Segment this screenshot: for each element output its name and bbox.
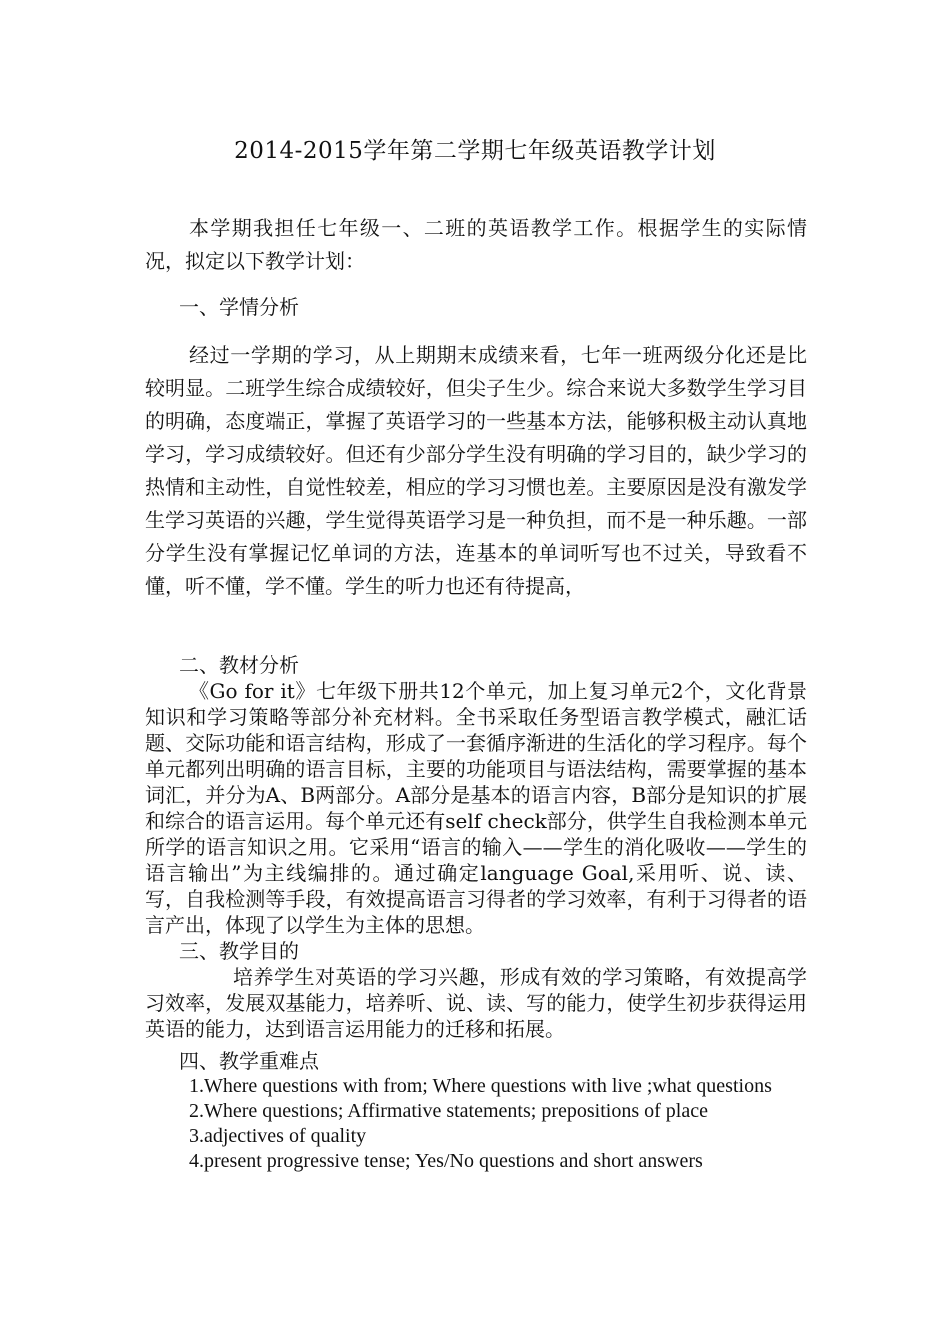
section-2 xyxy=(145,652,807,1042)
section-1-body xyxy=(145,339,807,603)
section-3-paragraph: 培养学生对英语的学习兴趣，形成有效的学习策略，有效提高学习效率，发展双基能力，培养听、说、读、写的能力，使学生初步获得运用英语的能力，达到语言运用能力的迁移和拓展。 xyxy=(145,965,807,1041)
section-3-heading: 三、教学目的 xyxy=(179,939,299,963)
section-1-paragraph: 经过一学期的学习，从上期期末成绩来看，七年一班两级分化还是比较明显。二班学生综合成绩较好，但尖子生少。综合来说大多数学生学习目的明确，态度端正，掌握了英语学习的一些基本方法，能够积极主动认真地学习，学习成绩较好。但还有少部分学生没有明确的学习目的，缺少学习的热情和主动性，自觉性较差，相应的学习习惯也差。主要原因是没有激发学生学习英语的兴趣，学生觉得英语学习是一种负担，而不是一种乐趣。一部分学生没有掌握记忆单词的方法，连基本的单词听写也不过关，导致看不懂，听不懂，学不懂。学生的听力也还有待提高， xyxy=(145,343,807,598)
intro-block xyxy=(145,212,807,278)
document-title: 2014-2015学年第二学期七年级英语教学计划 xyxy=(234,138,716,164)
section-2-paragraph: 《Go for it》七年级下册共12个单元，加上复习单元2个，文化背景知识和学习策略等部分补充材料。全书采取任务型语言教学模式，融汇话题、交际功能和语言结构，形成了一套循序渐进的生活化的学习程序。每个单元都列出明确的语言目标，主要的功能项目与语法结构，需要掌握的基本词汇，并分为A、B两部分。A部分是基本的语言内容，B部分是知识的扩展和综合的语言运用。每个单元还有self check部分，供学生自我检测本单元所学的语言知识之用。它采用“语言的输入——学生的消化吸收——学生的语言输出”为主线编排的。通过确定language Goal,采用听、说、读、写，自我检测等手段，有效提高语言习得者的学习效率，有利于习得者的语言产出，体现了以学生为主体的思想。 xyxy=(145,679,807,937)
key-point-item: 2.Where questions; Affirmative statements; prepositions of place xyxy=(189,1100,708,1122)
key-point-item: 3.adjectives of quality xyxy=(189,1125,367,1147)
section-4-heading: 四、教学重难点 xyxy=(179,1049,319,1073)
section-4 xyxy=(145,1049,807,1174)
section-1 xyxy=(145,291,807,324)
intro-paragraph: 本学期我担任七年级一、二班的英语教学工作。根据学生的实际情况，拟定以下教学计划： xyxy=(145,216,807,273)
section-2-heading: 二、教材分析 xyxy=(179,653,299,677)
key-point-item: 4.present progressive tense; Yes/No questions and short answers xyxy=(189,1150,703,1172)
section-1-heading: 一、学情分析 xyxy=(179,295,299,319)
key-point-item: 1.Where questions with from; Where questions with live ;what questions xyxy=(189,1075,772,1097)
